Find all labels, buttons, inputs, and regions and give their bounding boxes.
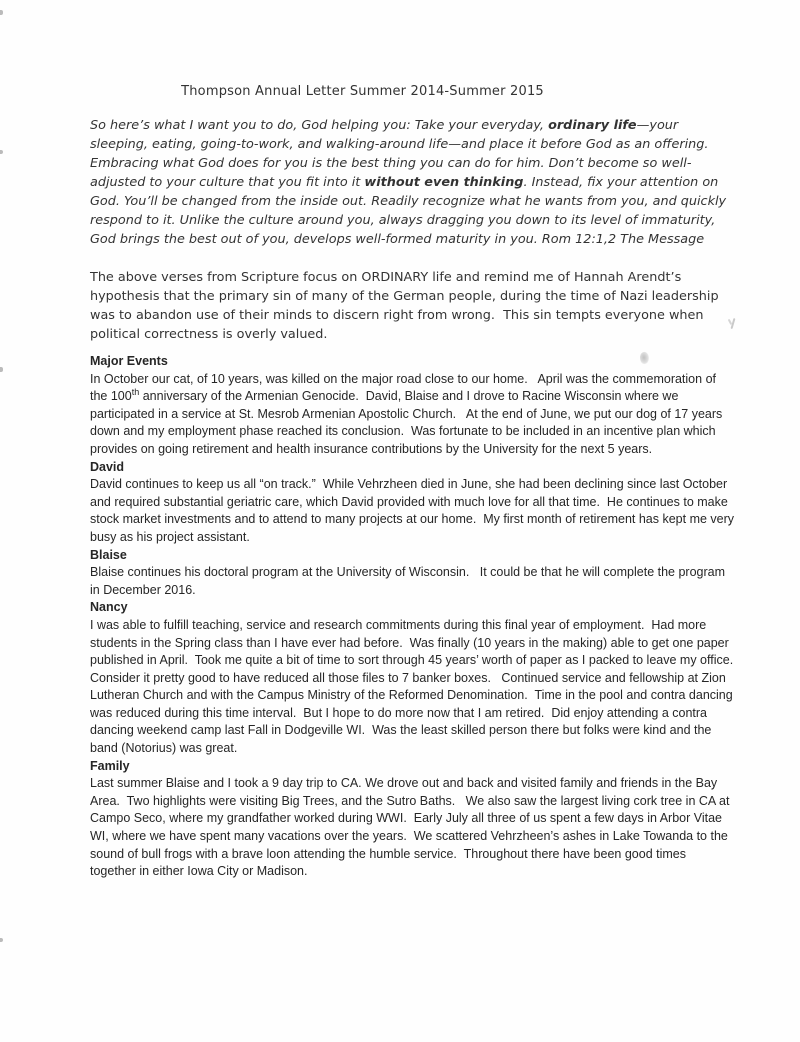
text-run: So here’s what I want you to do, God helping you: Take your everyday,	[90, 118, 549, 133]
letter-title: Thompson Annual Letter Summer 2014-Summer 2015	[181, 84, 544, 99]
section-body-david	[90, 476, 738, 546]
text-run: . Instead, fix your attention on God. You’ll be changed from the inside out. Readily recognize what he wants from you, and quickly respond to it. Unlike the culture around you, always dragging you down to its level of immaturity, God brings the best out of you, develops well-formed maturity in you. Rom 12:1,2 The Message	[90, 175, 731, 247]
text-run: I was able to fulfill teaching, service and research commitments during this final year of employment. Had more students in the Spring class than I have ever had before. Was finally (10 years in the making) able to get one paper published in April. Took me quite a bit of time to sort through 45 years’ worth of paper as I packed to leave my office. Consider it pretty good to have reduced all those files to 7 banker boxes. Continued service and fellowship at Zion Lutheran Church and with the Campus Ministry of the Reformed Denomination. Time in the pool and contra dancing was reduced during this time interval. But I hope to do more now that I am retired. Did enjoy attending a contra dancing weekend camp last Fall in Dodgeville WI. Was the least skilled person there but folks were kind and the band (Notorius) was great.	[90, 617, 741, 756]
section-heading-family: Family	[90, 758, 130, 773]
superscript-text: th	[131, 387, 140, 398]
text-run: In October our cat, of 10 years, was killed on the major road close to our home. April was the commemoration of the 100	[90, 371, 720, 404]
text-run: anniversary of the Armenian Genocide. David, Blaise and I drove to Racine Wisconsin where we participated in a service at St. Mesrob Armenian Apostolic Church. At the end of June, we put our dog of 17 years down and my employment phase reached its conclusion. Was fortunate to be included in an incentive plan which provides on going retirement and health insurance contributions by the University for the next 5 years.	[90, 389, 726, 456]
section-body-family	[90, 775, 735, 881]
scan-edge-speck	[0, 367, 3, 372]
section-body-major-events	[90, 371, 735, 459]
text-run: Last summer Blaise and I took a 9 day trip to CA. We drove out and back and visited family and friends in the Bay Area. Two highlights were visiting Big Trees, and the Sutro Baths. We also saw the largest living cork tree in CA at Campo Seco, where my grandfather worked during WWI. Early July all three of us spent a few days in Arbor Vitae WI, where we have spent many vacations over the years. We scattered Vehrzheen’s ashes in Lake Towanda to the sound of bull frogs with a brave loon attending the humble service. Throughout there have been good times together in either Iowa City or Madison.	[90, 776, 733, 879]
section-heading-blaise: Blaise	[90, 547, 127, 562]
bold-emphasis: without even thinking	[364, 175, 524, 190]
section-heading-david: David	[90, 459, 125, 474]
section-body-blaise	[90, 564, 735, 599]
text-run: Blaise continues his doctoral program at the University of Wisconsin. It could be that he will complete the program in December 2016.	[90, 565, 729, 597]
text-run: —your sleeping, eating, going-to-work, and walking-around life—and place it before God as an offering. Embracing what God does for you is the best thing you can do for him. Don’t become so well-adjusted to your culture that you fit into it	[90, 118, 713, 190]
letter-content	[90, 84, 741, 881]
scan-edge-speck	[0, 10, 3, 15]
section-heading-nancy: Nancy	[90, 600, 128, 615]
section-body-nancy	[90, 617, 741, 758]
intro-paragraph: The above verses from Scripture focus on ORDINARY life and remind me of Hannah Arendt’s hypothesis that the primary sin of many of the German people, during the time of Nazi leadership was to abandon use of their minds to discern right from wrong. This sin tempts everyone when political correctness is overly valued.	[90, 270, 723, 342]
scan-edge-speck	[0, 938, 3, 942]
bold-emphasis: ordinary life	[548, 118, 637, 133]
letter-sections	[90, 353, 741, 881]
text-run: David continues to keep us all “on track.” While Vehrzheen died in June, she had been declining since last October and required substantial geriatric care, which David provided with much love for all that time. He continues to make stock market investments and to attend to many projects at our home. My first month of retirement has kept me very busy as his project assistant.	[90, 477, 738, 544]
section-heading-major-events: Major Events	[90, 354, 168, 368]
scripture-quote	[90, 116, 730, 249]
scan-edge-speck	[0, 150, 3, 154]
